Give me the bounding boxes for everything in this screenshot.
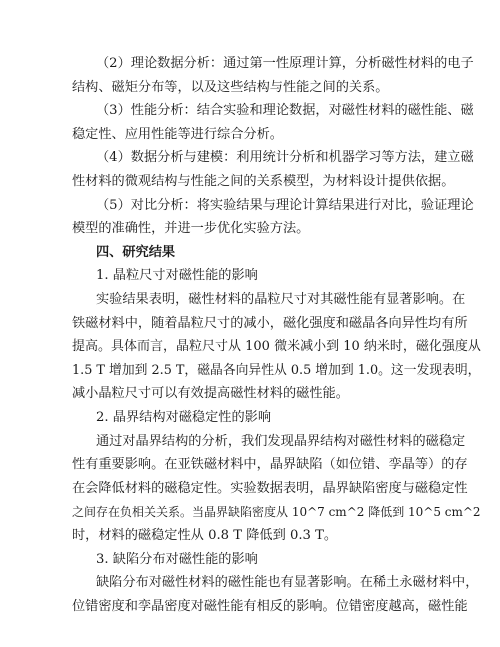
paragraph-grain-size-line-2: 铁磁材料中，随着晶粒尺寸的减小，磁化强度和磁晶各向异性均有所: [72, 315, 468, 331]
paragraph-grain-boundary-line-1: 通过对晶界结构的分析，我们发现晶界结构对磁性材料的磁稳定: [96, 433, 466, 449]
paragraph-grain-boundary-line-2: 性有重要影响。在亚铁磁材料中，晶界缺陷（如位错、孪晶等）的存: [72, 457, 468, 473]
paragraph-item-5-line-1: （5）对比分析：将实验结果与理论计算结果进行对比，验证理论: [96, 197, 474, 213]
paragraph-grain-size-line-3: 提高。具体而言，晶粒尺寸从 100 微米减小到 10 纳米时，磁化强度从: [72, 339, 481, 355]
paragraph-grain-boundary-line-3: 在会降低材料的磁稳定性。实验数据表明，晶界缺陷密度与磁稳定性: [72, 480, 468, 496]
paragraph-grain-boundary-line-4: 之间存在负相关关系。当晶界缺陷密度从 10^7 cm^2 降低到 10^5 cm^2: [72, 505, 481, 520]
paragraph-grain-size-line-4: 1.5 T 增加到 2.5 T，磁晶各向异性从 0.5 增加到 1.0。这一发现表明，: [72, 362, 481, 378]
paragraph-item-2-line-1: （2）理论数据分析：通过第一性原理计算，分析磁性材料的电子: [96, 56, 474, 71]
paragraph-grain-boundary-line-5: 时，材料的磁稳定性从 0.8 T 降低到 0.3 T。: [72, 528, 338, 543]
paragraph-item-4-line-1: （4）数据分析与建模：利用统计分析和机器学习等方法，建立磁: [96, 150, 474, 166]
paragraph-grain-size-line-5: 减小晶粒尺寸可以有效提高磁性材料的磁性能。: [72, 386, 349, 402]
subheading-grain-size: 1. 晶粒尺寸对磁性能的影响: [96, 268, 258, 284]
paragraph-item-4-line-2: 性材料的微观结构与性能之间的关系模型，为材料设计提供依据。: [72, 174, 455, 189]
paragraph-item-2-line-2: 结构、磁矩分布等，以及这些结构与性能之间的关系。: [72, 79, 389, 95]
paragraph-item-5-line-2: 模型的准确性，并进一步优化实验方法。: [72, 221, 310, 237]
section-heading-results: 四、研究结果: [96, 244, 176, 260]
subheading-defect-distribution: 3. 缺陷分布对磁性能的影响: [96, 551, 258, 567]
subheading-grain-boundary: 2. 晶界结构对磁稳定性的影响: [96, 410, 272, 425]
paragraph-defect-line-1: 缺陷分布对磁性材料的磁性能也有显著影响。在稀土永磁材料中，: [96, 575, 479, 591]
paragraph-item-3-line-2: 稳定性、应用性能等进行综合分析。: [72, 126, 283, 142]
paragraph-defect-line-2: 位错密度和孪晶密度对磁性能有相反的影响。位错密度越高，磁性能: [72, 598, 468, 614]
paragraph-item-3-line-1: （3）性能分析：结合实验和理论数据，对磁性材料的磁性能、磁: [96, 103, 474, 119]
paragraph-grain-size-line-1: 实验结果表明，磁性材料的晶粒尺寸对其磁性能有显著影响。在: [96, 292, 466, 307]
